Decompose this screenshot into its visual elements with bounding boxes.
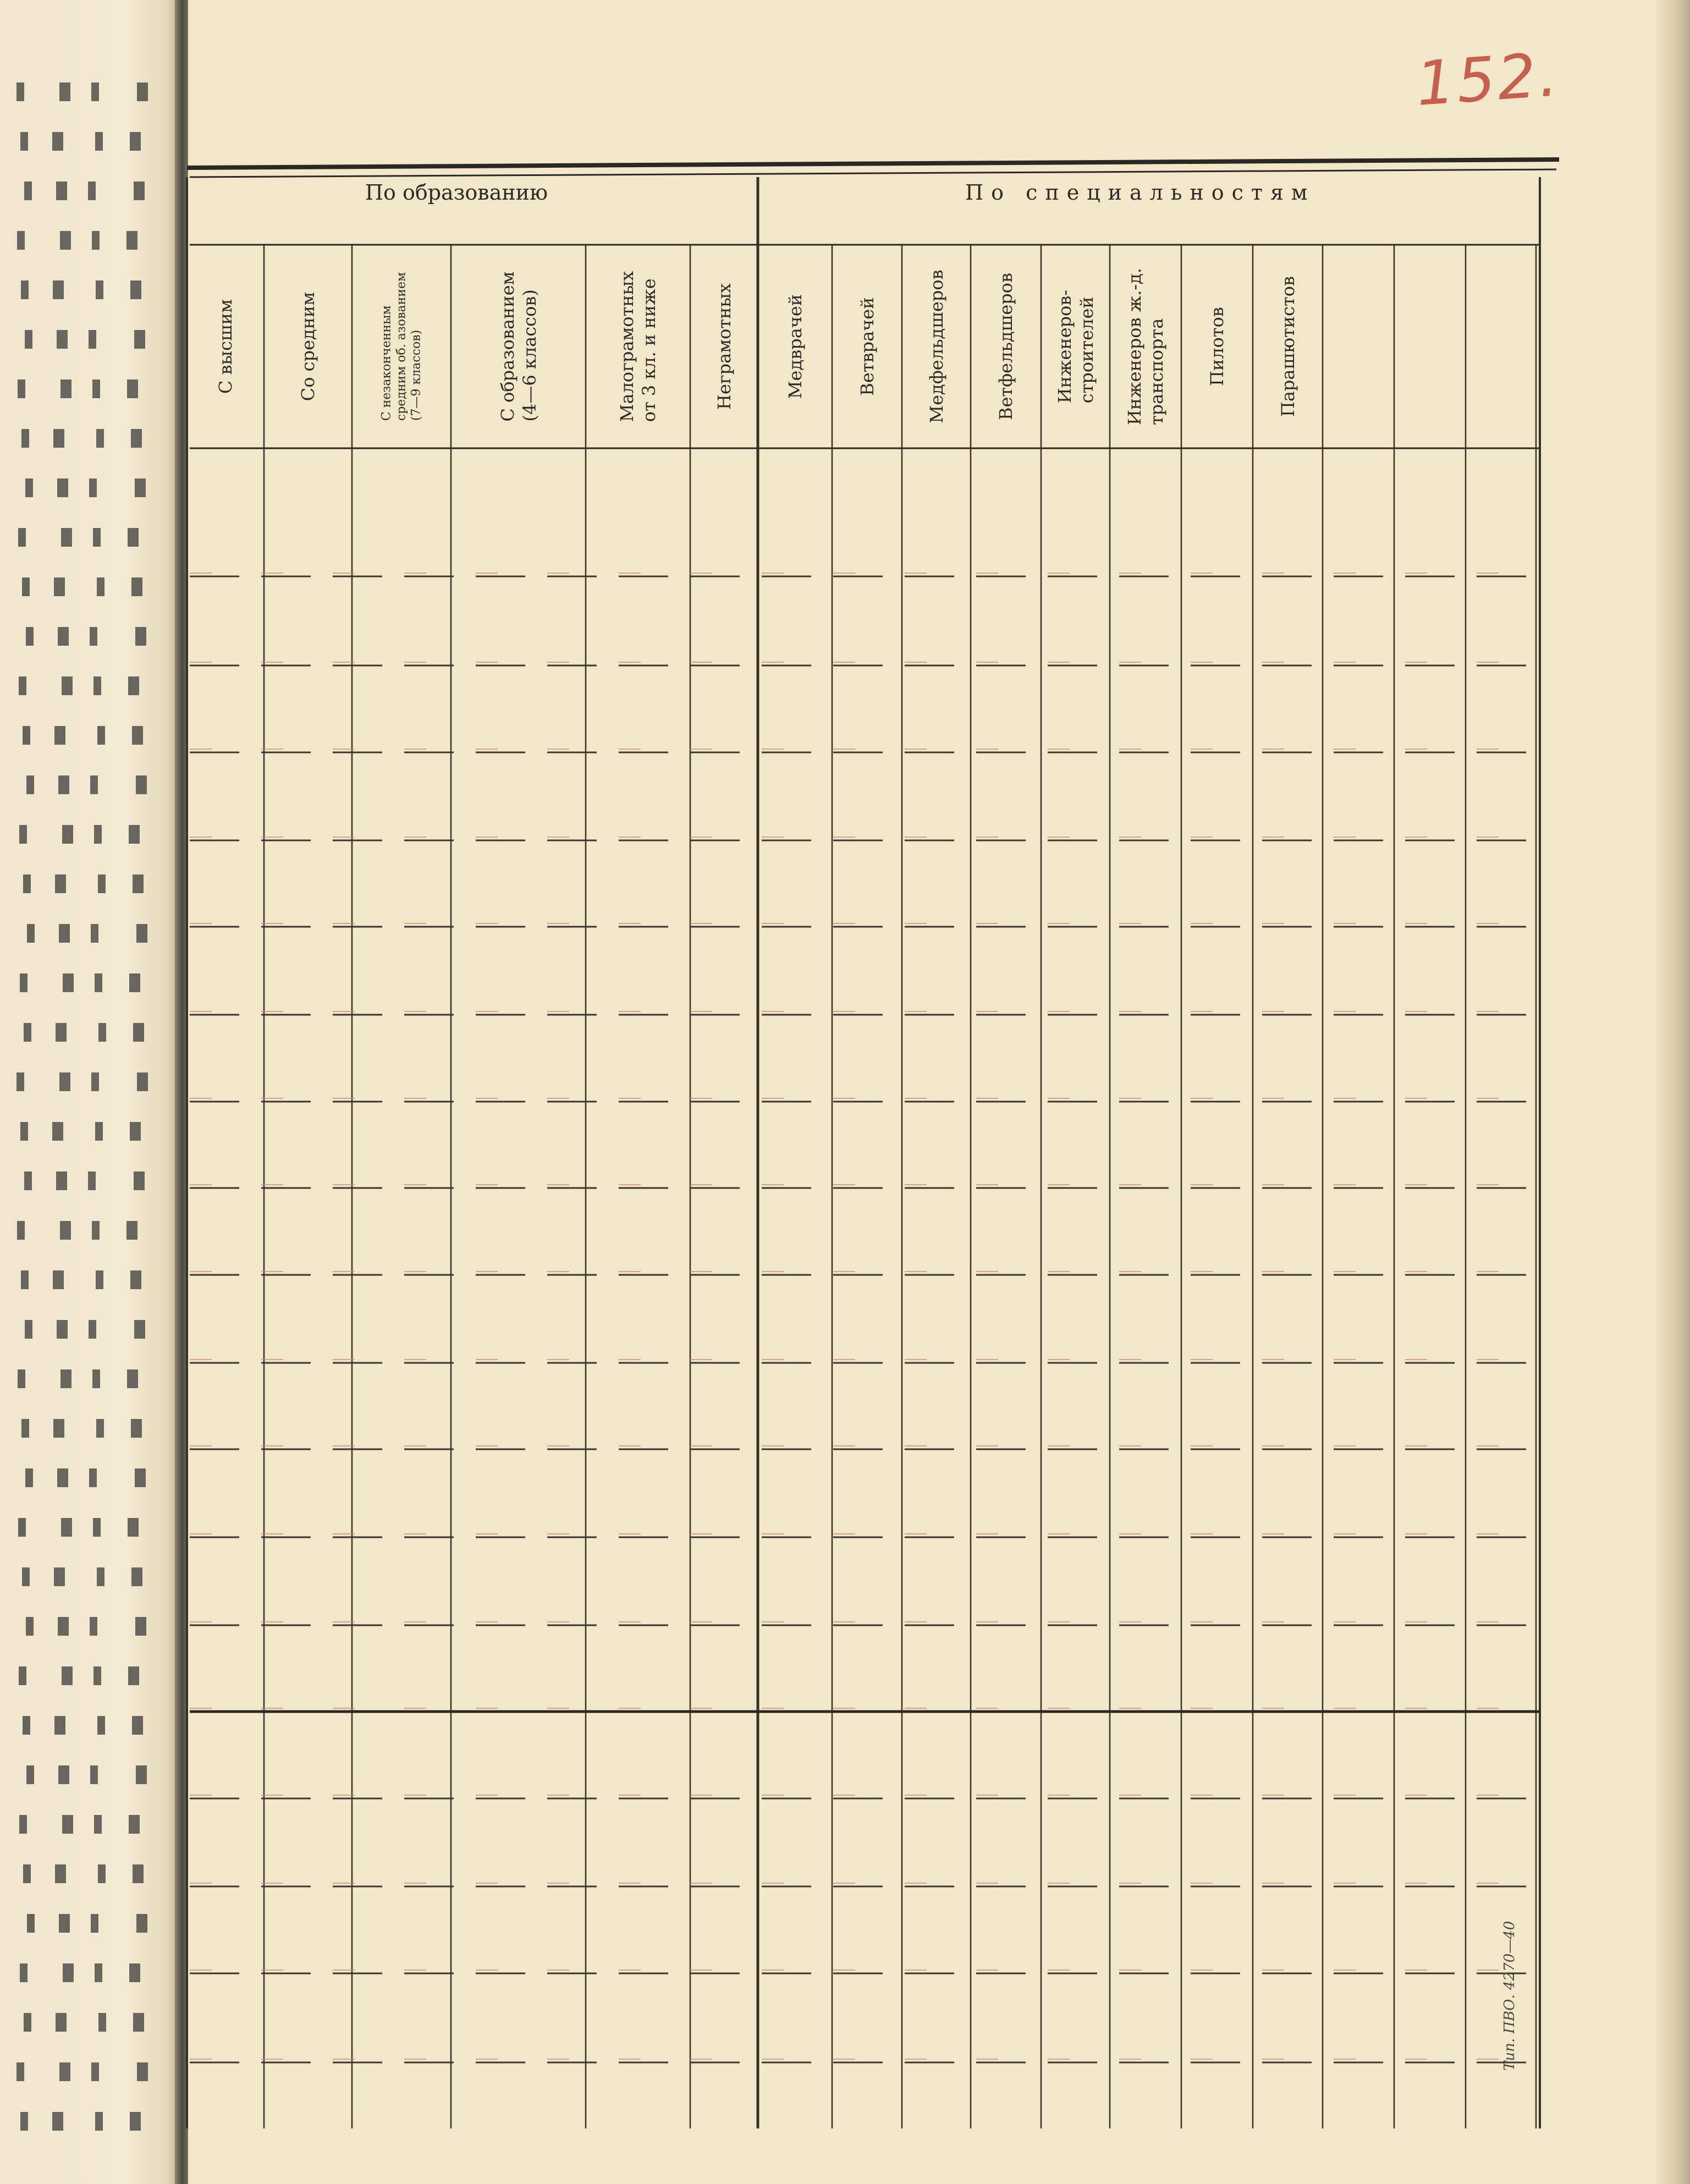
table-top-rule [187,159,1559,168]
column-header: С высшим [215,299,236,394]
column-header: Со средним [298,291,318,401]
column-header: Инженеров- строителей [1054,289,1097,404]
column-header: Ветврачей [856,297,878,396]
column-header: Медфельдшеров [926,269,947,423]
group-header-education: По образованию [365,180,548,205]
column-header: С незаконченным средним об. азованием (7—9 классов) [379,272,423,421]
column-header: Малограмотных от 3 кл. и ниже [616,271,659,422]
print-code: Тип. ПВО. 4270—40 [1501,1921,1518,2071]
column-header: Инженеров ж.-д. транспорта [1124,267,1167,426]
column-header: Медврачей [784,294,806,399]
column-header: Неграмотных [713,283,735,410]
page-number: 152. [1413,39,1562,119]
column-header: Парашютистов [1277,276,1298,417]
column-header: Ветфельдшеров [995,272,1016,421]
group-header-specialties: По специальностям [965,180,1315,205]
column-header: С образованием (4—6 классов) [497,271,540,422]
table-top-rule-thin [190,169,1556,177]
column-header: Пилотов [1207,307,1227,386]
